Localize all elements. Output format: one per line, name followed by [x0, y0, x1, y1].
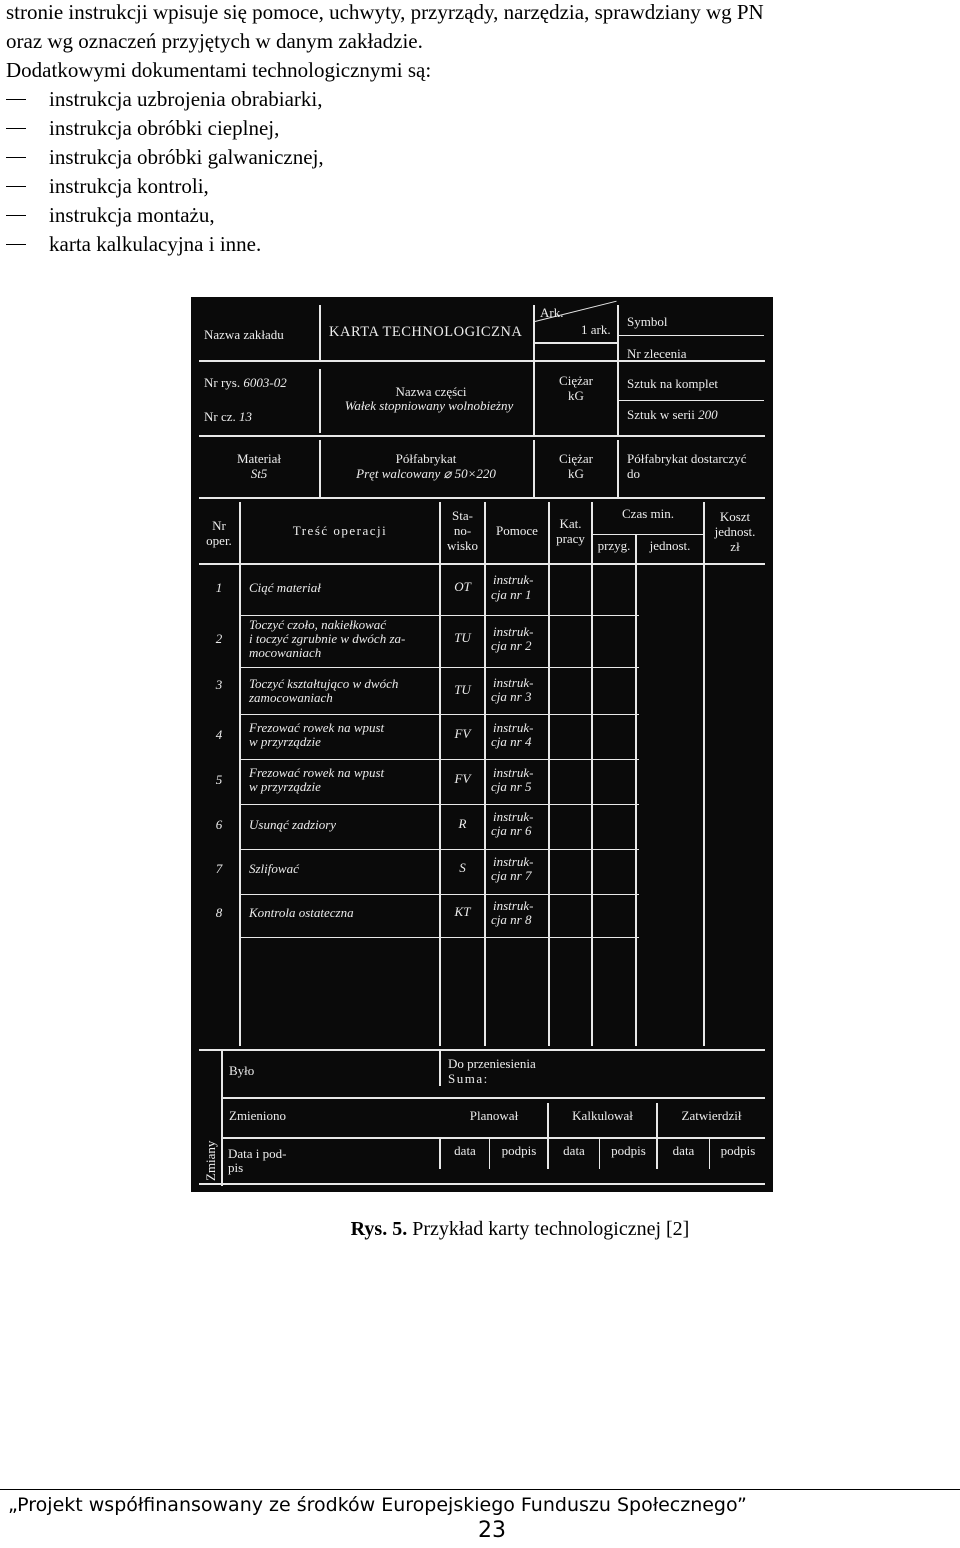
weight-label: Ciężar: [559, 373, 593, 388]
part-name-label: Nazwa części: [395, 384, 467, 399]
figure-caption-text: Przykład karty technologicznej [2]: [412, 1218, 690, 1240]
grid-line: [489, 1137, 490, 1169]
dash-icon: [6, 215, 26, 216]
op-content: Frezować rowek na wpust: [249, 720, 385, 735]
op-aid: instruk-: [493, 720, 534, 735]
operation-content-header: Treść operacji: [292, 523, 388, 538]
grid-line: [239, 937, 639, 938]
prep-time-header: przyg.: [597, 538, 631, 553]
grid-line: [635, 534, 637, 1046]
grid-line: [617, 305, 619, 435]
date-signature-label-2: pis: [228, 1160, 244, 1175]
op-number: 3: [215, 677, 223, 692]
op-aid-2: cja nr 5: [491, 779, 532, 794]
unit-cost-header-1: Koszt: [719, 509, 751, 524]
was-label: Było: [229, 1063, 255, 1078]
approved-label: Zatwierdził: [681, 1108, 742, 1123]
unit-time-header: jednost.: [649, 538, 691, 553]
sheet-value: 1 ark.: [581, 322, 611, 337]
order-number-label: Nr zlecenia: [627, 346, 687, 361]
grid-line: [199, 497, 765, 499]
grid-line: [619, 400, 764, 401]
weight-unit: kG: [568, 388, 584, 403]
page-number: 23: [478, 1518, 506, 1543]
semi-product-value: Pręt walcowany ⌀ 50×220: [356, 466, 496, 481]
grid-line: [599, 1137, 600, 1169]
op-workstation: R: [458, 816, 467, 831]
list-item: instrukcja montażu,: [6, 201, 958, 230]
plant-name-label: Nazwa zakładu: [204, 327, 284, 342]
op-workstation: KT: [454, 904, 471, 919]
grid-line: [319, 369, 321, 433]
op-number: 8: [215, 905, 223, 920]
grid-line: [439, 1049, 441, 1086]
footer-text: „Projekt współfinansowany ze środków Europejskiego Funduszu Społecznego”: [8, 1494, 747, 1516]
grid-line: [703, 502, 705, 1046]
op-content-2: zamocowaniach: [249, 690, 333, 705]
pieces-per-set-label: Sztuk na komplet: [627, 376, 718, 391]
op-aid: instruk-: [493, 765, 534, 780]
op-workstation: TU: [454, 630, 471, 645]
date-signature-label: Data i pod-: [228, 1146, 287, 1161]
list-item: instrukcja kontroli,: [6, 172, 958, 201]
date-label: data: [454, 1143, 476, 1158]
intro-line-1: stronie instrukcji wpisuje się pomoce, uchwyty, przyrządy, narzędzia, sprawdziany wg PN: [6, 0, 764, 24]
grid-line: [221, 1137, 765, 1139]
op-content: Kontrola ostateczna: [249, 905, 354, 920]
unit-cost-header-3: zł: [730, 539, 740, 554]
op-aid-2: cja nr 6: [491, 823, 532, 838]
date-label: data: [672, 1143, 695, 1158]
grid-line: [199, 1183, 765, 1185]
grid-line: [709, 1137, 710, 1169]
grid-line: [533, 342, 619, 344]
weight-label-2: Ciężar: [559, 451, 593, 466]
dash-icon: [6, 128, 26, 129]
op-aid: instruk-: [493, 854, 534, 869]
grid-line: [533, 440, 535, 497]
grid-line: [239, 759, 639, 760]
op-number: 1: [215, 580, 223, 595]
figure-caption: [0, 1218, 960, 1241]
work-category-header-2: pracy: [556, 531, 585, 546]
semi-product-label: Półfabrykat: [395, 451, 457, 466]
operation-number-header: Nr: [212, 518, 226, 533]
calculated-label: Kalkulował: [572, 1108, 633, 1123]
op-workstation: FV: [454, 771, 471, 786]
op-number: 6: [215, 817, 223, 832]
grid-line: [484, 502, 486, 1046]
op-aid-2: cja nr 1: [491, 587, 532, 602]
op-aid-2: cja nr 4: [491, 734, 532, 749]
grid-line: [239, 714, 639, 715]
list-item: instrukcja uzbrojenia obrabiarki,: [6, 85, 958, 114]
symbol-label: Symbol: [627, 314, 668, 329]
material-value: St5: [250, 466, 268, 481]
list-item: instrukcja obróbki cieplnej,: [6, 114, 958, 143]
op-aid: instruk-: [493, 675, 534, 690]
grid-line: [319, 440, 321, 497]
grid-line: [199, 435, 765, 437]
op-workstation: S: [459, 860, 466, 875]
op-aid: instruk-: [493, 572, 534, 587]
carry-over-label: Do przeniesienia: [448, 1056, 536, 1071]
grid-line: [239, 615, 639, 616]
list-item: karta kalkulacyjna i inne.: [6, 230, 958, 259]
op-number: 7: [215, 861, 223, 876]
dash-icon: [6, 244, 26, 245]
op-aid-2: cja nr 3: [491, 689, 532, 704]
dash-icon: [6, 99, 26, 100]
op-content: Toczyć kształtująco w dwóch: [249, 676, 399, 691]
op-workstation: FV: [454, 726, 471, 741]
op-content: Szlifować: [249, 861, 299, 876]
grid-line: [239, 804, 639, 805]
op-content-3: mocowaniach: [249, 645, 322, 660]
op-content-2: w przyrządzie: [249, 734, 321, 749]
op-content: Frezować rowek na wpust: [249, 765, 385, 780]
op-aid: instruk-: [493, 809, 534, 824]
op-aid: instruk-: [493, 624, 534, 639]
op-content: Ciąć materiał: [249, 580, 321, 595]
card-title: KARTA TECHNOLOGICZNA: [329, 324, 523, 340]
grid-line: [239, 894, 639, 895]
op-workstation: TU: [454, 682, 471, 697]
part-number-label: Nr cz. 13: [204, 409, 253, 424]
grid-line: [199, 1049, 765, 1051]
op-aid-2: cja nr 2: [491, 638, 532, 653]
op-number: 5: [215, 772, 223, 787]
op-content-2: w przyrządzie: [249, 779, 321, 794]
grid-line: [319, 305, 321, 360]
work-category-header-1: Kat.: [559, 516, 582, 531]
footer-divider: [0, 1489, 960, 1490]
figure-label: Rys. 5.: [350, 1218, 408, 1240]
grid-line: [533, 305, 535, 435]
grid-line: [591, 502, 593, 1046]
planned-label: Planował: [469, 1108, 519, 1123]
time-header: Czas min.: [622, 506, 674, 521]
semi-product-deliver-to: do: [627, 466, 640, 481]
material-label: Materiał: [236, 451, 282, 466]
op-content-2: i toczyć zgrubnie w dwóch za-: [249, 631, 406, 646]
grid-line: [239, 502, 241, 1046]
dash-icon: [6, 186, 26, 187]
operation-number-header-2: oper.: [206, 533, 232, 548]
workstation-header-1: Sta-: [452, 508, 473, 523]
part-name-value: Wałek stopniowany wolnobieżny: [344, 398, 514, 413]
pieces-per-series: Sztuk w serii 200: [627, 407, 718, 422]
semi-product-deliver-label: Półfabrykat dostarczyć: [627, 451, 747, 466]
op-content: Usunąć zadziory: [249, 817, 337, 832]
op-workstation: OT: [454, 579, 471, 594]
grid-line: [617, 440, 619, 497]
grid-line: [199, 563, 765, 565]
op-content: Toczyć czoło, nakiełkować: [249, 617, 387, 632]
op-number: 2: [215, 631, 223, 646]
date-label: data: [563, 1143, 585, 1158]
op-aid-2: cja nr 7: [491, 868, 532, 883]
technology-card-figure: [191, 297, 773, 1192]
signature-label: podpis: [611, 1143, 646, 1158]
signature-label: podpis: [720, 1143, 756, 1158]
grid-line: [221, 1049, 223, 1186]
changes-vertical-label: Zmiany: [203, 1140, 218, 1181]
sum-label: Suma:: [448, 1071, 489, 1086]
document-list: [6, 85, 958, 259]
list-item: instrukcja obróbki galwanicznej,: [6, 143, 958, 172]
intro-line-2: oraz wg oznaczeń przyjętych w danym zakładzie.: [6, 29, 423, 53]
intro-text: [6, 0, 958, 259]
changed-label: Zmieniono: [229, 1108, 287, 1123]
grid-line: [221, 1097, 765, 1099]
sheet-label: Ark.: [540, 305, 564, 320]
dash-icon: [6, 157, 26, 158]
grid-line: [619, 335, 764, 336]
workstation-header-3: wisko: [446, 538, 479, 553]
signature-label: podpis: [501, 1143, 537, 1158]
op-aid: instruk-: [493, 898, 534, 913]
op-number: 4: [215, 727, 223, 742]
workstation-header-2: no-: [453, 523, 472, 538]
grid-line: [591, 534, 703, 535]
grid-line: [239, 667, 639, 668]
unit-cost-header-2: jednost.: [714, 524, 756, 539]
grid-line: [239, 849, 639, 850]
op-aid-2: cja nr 8: [491, 912, 532, 927]
aids-header: Pomoce: [496, 523, 538, 538]
weight-unit-2: kG: [568, 466, 584, 481]
drawing-number-label: Nr rys. 6003-02: [204, 375, 287, 390]
intro-line-3: Dodatkowymi dokumentami technologicznymi są:: [6, 58, 432, 82]
grid-line: [548, 502, 550, 1046]
